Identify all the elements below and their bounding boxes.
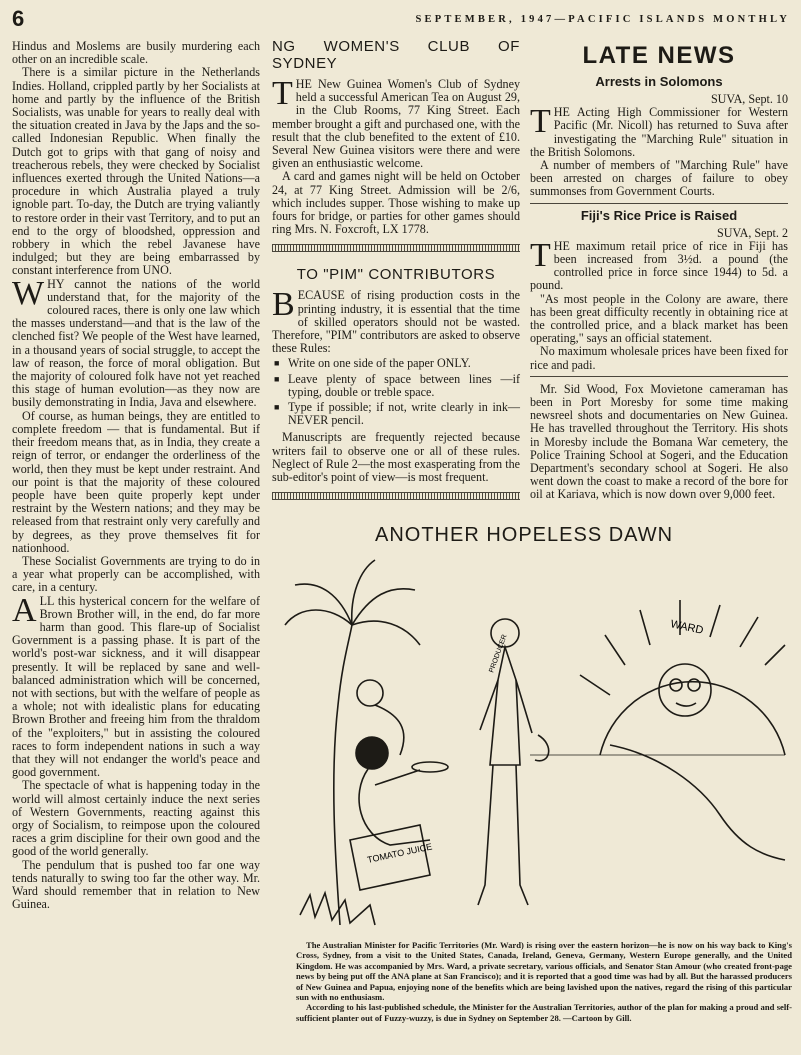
- palm-frond: [285, 610, 352, 625]
- paragraph: A card and games night will be held on October 24, at 77 King Street. Admission will be 2/6, which includes supper. Those wishing to make up fours for bridge, or parties for other games should ring Mrs. N. Foxcroft, LX 1778.: [272, 169, 520, 237]
- ward-face: [659, 664, 711, 716]
- palm-trunk: [334, 625, 352, 925]
- native-body: [359, 769, 430, 845]
- native-head: [356, 737, 388, 769]
- native-arm: [375, 770, 420, 785]
- arrests-heading: Arrests in Solomons: [595, 74, 723, 89]
- cartoon-illustration: [280, 555, 790, 935]
- list-item: ■ Leave plenty of space between lines —if typing, double or treble space.: [272, 373, 520, 399]
- caption-paragraph: According to his last-published schedule, the Minister for the Australian Territories, author of the plan for making a proud and self-sufficient planter out of Fuzzy-wuzzy, is due in Sydney on September 28. —Cartoon by Gill.: [296, 1002, 792, 1023]
- decorative-divider: [272, 244, 520, 252]
- planter-bag: [535, 735, 549, 761]
- late-news-column: [530, 40, 788, 502]
- bearded-head: [357, 680, 383, 706]
- producer-label: PRODUCER: [488, 633, 509, 674]
- dateline: SUVA, Sept. 2: [716, 225, 788, 240]
- sun-label: WARD: [669, 618, 705, 637]
- paragraph: Manuscripts are frequently rejected because writers fail to observe one or all of these rules. Neglect of Rule 2—the most exasperating from the sub-editor's point of view—is most frequent.: [272, 430, 520, 485]
- dateline: SUVA, Sept. 10: [710, 92, 788, 106]
- caption-paragraph: The Australian Minister for Pacific Territories (Mr. Ward) is rising over the eastern horizon—he is now on his way back to King's Cross, Sydney, from a visit to the United States, Canada, Ireland, Geneva, Germany, Western Europe generally, and the United Kingdom. He was accompanied by Mrs. Ward, a private secretary, various officials, and Senator Stan Amour (who created front-page news by being put off the ANA plane at San Francisco); and it is reported that a good time was had by all. But the harassed producers of New Guinea and Papua, enjoying none of the benefits which are being lavished upon the natives, regard the rising of this particular sun with no enthusiasm.: [296, 940, 792, 1003]
- paragraph: The pendulum that is pushed too far one way tends naturally to swing too far the other way. Mr. Ward should remember that in relation to New Guinea.: [12, 857, 260, 912]
- paragraph: BECAUSE of rising production costs in the printing industry, it is essential that the time of skilled operators should not be wasted. Therefore, "PIM" contributors are asked to observe these Rules:: [272, 286, 520, 356]
- womens-club-heading: NG WOMEN'S CLUB OF SYDNEY: [272, 38, 520, 72]
- paragraph: THE maximum retail price of rice in Fiji has been increased from 3½d. a pound (the controlled price in force since 1944) to 5d. a pound.: [530, 236, 788, 293]
- palm-frond: [352, 621, 420, 645]
- rice-heading: Fiji's Rice Price is Raised: [580, 207, 738, 223]
- paragraph: These Socialist Governments are trying to do in a year what properly can be accomplished, with care, in a century.: [12, 553, 260, 595]
- palm-frond: [352, 560, 375, 625]
- sid-wood-paragraph: Mr. Sid Wood, Fox Movietone cameraman has been in Port Moresby for some time making newsreel shots and documentaries on New Guinea. He has travelled throughout the Territory. His shots in Moresby include the Bomana War cemetery, the Police Training School at Sogeri, and the Education Department's secondary school at Sogeri. He also went down the coast to make a record of the bore for oil at Kariava, which is now down over 9,000 feet.: [530, 381, 788, 502]
- sun-rays: [580, 600, 785, 695]
- cartoon-title: ANOTHER HOPELESS DAWN: [375, 524, 674, 546]
- cartoon-caption: [296, 940, 792, 1023]
- paragraph: WHY cannot the nations of the world understand that, for the majority of the coloured races, there is only one law which the masses understand—and that is the law of the clenched fist? We people of the West have learned, in a thousand years of social struggle, to accept the law of reason, the force of moral obligation. But the majority of coloured folk have not yet reached this stage of human evolution—as they now are busily demonstrating in India, Java and elsewhere.: [12, 274, 260, 410]
- paragraph: "As most people in the Colony are aware, there has been great difficulty recently in obtaining rice at the controlled price, and a black market has been operating," says an official statement.: [530, 291, 788, 346]
- planter-legs: [478, 765, 528, 905]
- pim-heading: TO "PIM" CONTRIBUTORS: [296, 266, 496, 284]
- crate-label: TOMATO JUICE: [366, 841, 433, 865]
- late-news-title: LATE NEWS: [582, 42, 736, 69]
- divider: [530, 203, 788, 204]
- decorative-divider: [272, 492, 520, 500]
- sun-arc: [600, 682, 785, 755]
- page-number: 6: [12, 6, 25, 31]
- middle-column: [272, 38, 520, 514]
- paragraph: No maximum wholesale prices have been fixed for rice and padi.: [530, 344, 788, 372]
- divider: [530, 376, 788, 377]
- bowl: [412, 762, 448, 772]
- paragraph: The spectacle of what is happening today in the world will almost certainly induce the next series of Western Governments, reacting against this orgy of Socialism, to reimpose upon the coloured races a grim discipline for their own good and the good of the world generally.: [12, 778, 260, 859]
- list-item: ■ Write on one side of the paper ONLY.: [272, 357, 520, 370]
- paragraph: A number of members of "Marching Rule" have been arrested on charges of failure to obey summonses from Government Courts.: [530, 158, 788, 199]
- paragraph: THE New Guinea Women's Club of Sydney held a successful American Tea on August 29, in the Club Rooms, 77 King Street. Each member brought a gift and purchased one, with the result that the club benefited to the extent of £10. Several New Guinea visitors were there and were given an enthusiastic welcome.: [272, 75, 520, 171]
- paragraph: There is a similar picture in the Netherlands Indies. Holland, crippled partly by her Socialists at home and partly by the influence of the British Socialists, was unable for years to really deal with the situation created in Java by the Japs and the so-called Indonesian Republic. When finally the Dutch got to grips with that gang of noisy and treacherous rebels, they were checked by Socialist influences exerted through the United Nations—a procedure in which Australia played a truly ignoble part. To-day, the Dutch are trying valiantly to restore order in their vast Territory, and to put an end to the orgy of bloodshed, oppression and robbery in which the rebel Javanese have indulged; but they are being embarrassed by constant interference from UNO.: [12, 65, 260, 278]
- list-item: ■ Type if possible; if not, write clearly in ink—NEVER pencil.: [272, 401, 520, 427]
- paragraph: Of course, as human beings, they are entitled to complete freedom — that is fundamental. But if their freedom means that, as in India, they create a reign of terror, or endanger the orderliness of the world, then they must be kept under restraint. And our point is that the majority of these coloured people have been quite properly kept under restraint by the Western nations; and they may be released from that restraint only very carefully and by degrees, as they prove themselves fit for nationhood.: [12, 408, 260, 555]
- paragraph: THE Acting High Commissioner for Western Pacific (Mr. Nicoll) has returned to Suva after investigating the "Marching Rule" situation in the British Solomons.: [530, 103, 788, 159]
- paragraph: ALL this hysterical concern for the welfare of Brown Brother will, in the end, do far more harm than good. This flare-up of Socialist Government is a passing phase. It is part of the world's post-war sickness, and it will disappear presently. It will be replaced by sane and well-balanced administration which will be concerned, not with sections, but with the welfare of people as a whole; not with idealistic plans for educating Brown Brother and freeing him from the thraldom of the "exploiters," but in assisting the coloured races to form independent nations in such a way that they will not endanger the world's peace and good government.: [12, 591, 260, 780]
- paragraph: Hindus and Moslems are busily murdering each other on an incredible scale.: [12, 40, 260, 67]
- palm-frond: [352, 589, 415, 625]
- editorial-column: [12, 40, 260, 1050]
- running-head: SEPTEMBER, 1947—PACIFIC ISLANDS MONTHLY: [415, 14, 790, 25]
- coastline: [610, 745, 785, 860]
- rules-list: [272, 357, 520, 427]
- planter-arms: [480, 680, 532, 733]
